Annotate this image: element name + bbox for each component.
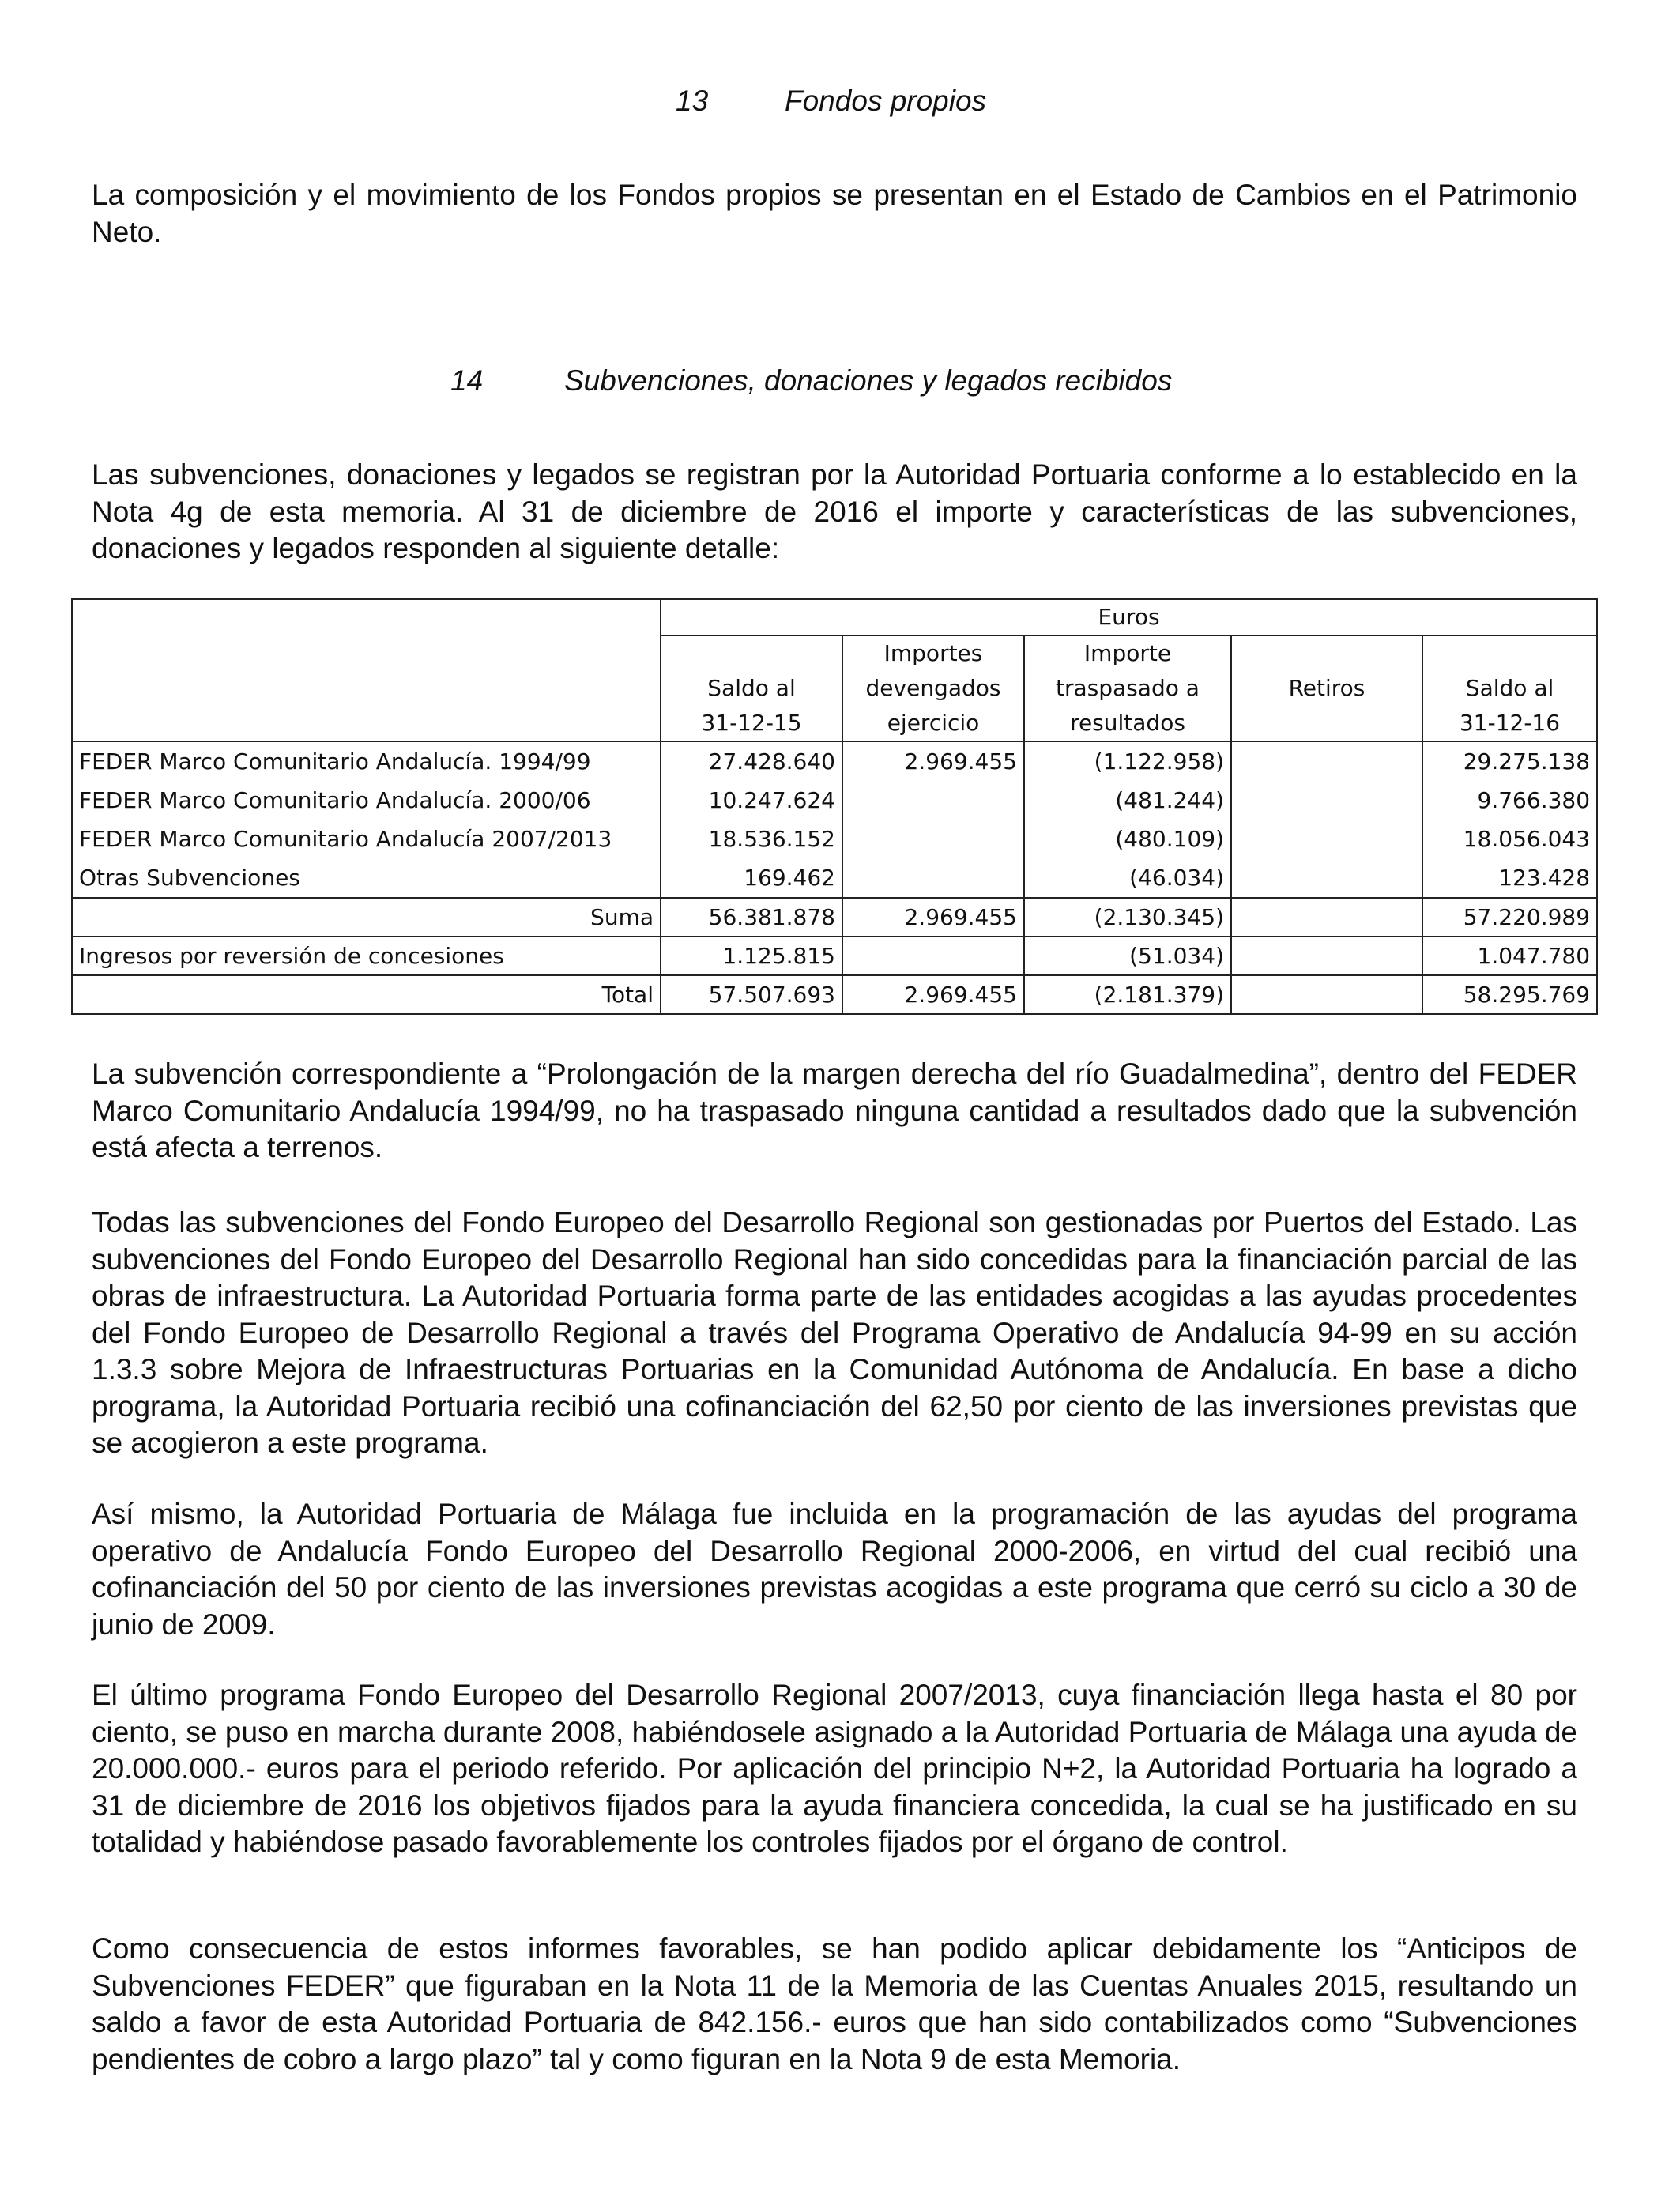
reversion-traspasado: (51.034) bbox=[1024, 937, 1231, 975]
col-header-l1: Importes bbox=[842, 635, 1024, 671]
col-header-l2: Saldo al bbox=[661, 671, 842, 706]
section-13-number: 13 bbox=[676, 85, 709, 117]
suma-label: Suma bbox=[72, 898, 661, 937]
col-header-l3 bbox=[1231, 706, 1422, 741]
cell-retiros bbox=[1231, 781, 1422, 820]
col-header-l3: resultados bbox=[1024, 706, 1231, 741]
col-header-l2: traspasado a bbox=[1024, 671, 1231, 706]
col-header-l1 bbox=[1422, 635, 1597, 671]
col-header-l3: 31-12-16 bbox=[1422, 706, 1597, 741]
header-blank-cell bbox=[72, 599, 661, 741]
suma-devengados: 2.969.455 bbox=[842, 898, 1024, 937]
table-row bbox=[72, 781, 1597, 820]
section-13-title: Fondos propios bbox=[785, 85, 987, 117]
col-header-l3: ejercicio bbox=[842, 706, 1024, 741]
paragraph-guadalmedina: La subvención correspondiente a “Prolongación de la margen derecha del río Guadalmedina”, dentro del FEDER Marco Comunitario Andalucía 1994/99, no ha traspasado ninguna cantidad a resultados dado que la subvención está afecta a terrenos. bbox=[92, 1057, 1577, 1163]
table-row bbox=[72, 858, 1597, 898]
cell-traspasado: (1.122.958) bbox=[1024, 741, 1231, 781]
cell-saldo-15: 10.247.624 bbox=[661, 781, 842, 820]
cell-saldo-16: 29.275.138 bbox=[1422, 741, 1597, 781]
reversion-label: Ingresos por reversión de concesiones bbox=[72, 937, 661, 975]
total-row bbox=[72, 975, 1597, 1014]
reversion-saldo-15: 1.125.815 bbox=[661, 937, 842, 975]
col-header-l2: Retiros bbox=[1231, 671, 1422, 706]
section-14-number: 14 bbox=[450, 364, 484, 397]
section-13-paragraph: La composición y el movimiento de los Fondos propios se presentan en el Estado de Cambios en el Patrimonio Neto. bbox=[92, 179, 1577, 248]
cell-saldo-15: 27.428.640 bbox=[661, 741, 842, 781]
col-header-l2: Saldo al bbox=[1422, 671, 1597, 706]
total-saldo-15: 57.507.693 bbox=[661, 975, 842, 1014]
col-header-l2: devengados bbox=[842, 671, 1024, 706]
cell-saldo-15: 18.536.152 bbox=[661, 820, 842, 858]
currency-header: Euros bbox=[661, 599, 1597, 635]
subvenciones-table bbox=[71, 598, 1598, 1015]
cell-devengados bbox=[842, 820, 1024, 858]
paragraph-feder-2007-2013: El último programa Fondo Europeo del Desarrollo Regional 2007/2013, cuya financiación llega hasta el 80 por ciento, se puso en marcha durante 2008, habiéndosele asignado a la Autoridad Portuaria de Málaga una ayuda de 20.000.000.- euros para el periodo referido. Por aplicación del principio N+2, la Autoridad Portuaria ha logrado a 31 de diciembre de 2016 los objetivos fijados para la ayuda financiera concedida, la cual se ha justificado en su totalidad y habiéndose pasado favorablemente los controles fijados por el órgano de control. bbox=[92, 1679, 1577, 1858]
cell-traspasado: (480.109) bbox=[1024, 820, 1231, 858]
table-row bbox=[72, 820, 1597, 858]
total-retiros bbox=[1231, 975, 1422, 1014]
total-label: Total bbox=[72, 975, 661, 1014]
total-devengados: 2.969.455 bbox=[842, 975, 1024, 1014]
section-14-title: Subvenciones, donaciones y legados recibidos bbox=[564, 364, 1173, 397]
row-label: Otras Subvenciones bbox=[72, 858, 661, 898]
cell-devengados bbox=[842, 781, 1024, 820]
total-traspasado: (2.181.379) bbox=[1024, 975, 1231, 1014]
paragraph-anticipos: Como consecuencia de estos informes favorables, se han podido aplicar debidamente los “Anticipos de Subvenciones FEDER” que figuraban en la Nota 11 de la Memoria de las Cuentas Anuales 2015, resultando un saldo a favor de esta Autoridad Portuaria de 842.156.- euros que han sido contabilizados como “Subvenciones pendientes de cobro a largo plazo” tal y como figuran en la Nota 9 de esta Memoria. bbox=[92, 1932, 1577, 2075]
row-label: FEDER Marco Comunitario Andalucía 2007/2013 bbox=[72, 820, 661, 858]
suma-saldo-16: 57.220.989 bbox=[1422, 898, 1597, 937]
cell-saldo-16: 9.766.380 bbox=[1422, 781, 1597, 820]
cell-saldo-15: 169.462 bbox=[661, 858, 842, 898]
section-14-intro: Las subvenciones, donaciones y legados se registran por la Autoridad Portuaria conforme a lo establecido en la Nota 4g de esta memoria. Al 31 de diciembre de 2016 el importe y características de las subvenciones, donaciones y legados responden al siguiente detalle: bbox=[92, 458, 1577, 564]
cell-retiros bbox=[1231, 820, 1422, 858]
col-header-l1 bbox=[1231, 635, 1422, 671]
col-header-l1 bbox=[661, 635, 842, 671]
suma-row bbox=[72, 898, 1597, 937]
row-label: FEDER Marco Comunitario Andalucía. 2000/06 bbox=[72, 781, 661, 820]
reversion-retiros bbox=[1231, 937, 1422, 975]
suma-saldo-15: 56.381.878 bbox=[661, 898, 842, 937]
cell-saldo-16: 18.056.043 bbox=[1422, 820, 1597, 858]
reversion-row bbox=[72, 937, 1597, 975]
col-header-l1: Importe bbox=[1024, 635, 1231, 671]
cell-devengados bbox=[842, 858, 1024, 898]
total-saldo-16: 58.295.769 bbox=[1422, 975, 1597, 1014]
paragraph-feder-2000-2006: Así mismo, la Autoridad Portuaria de Málaga fue incluida en la programación de las ayudas del programa operativo de Andalucía Fondo Europeo del Desarrollo Regional 2000-2006, en virtud del cual recibió una cofinanciación del 50 por ciento de las inversiones previstas acogidas a este programa que cerró su ciclo a 30 de junio de 2009. bbox=[92, 1498, 1577, 1641]
cell-saldo-16: 123.428 bbox=[1422, 858, 1597, 898]
reversion-devengados bbox=[842, 937, 1024, 975]
reversion-saldo-16: 1.047.780 bbox=[1422, 937, 1597, 975]
header-row-currency bbox=[72, 599, 1597, 635]
col-header-l3: 31-12-15 bbox=[661, 706, 842, 741]
cell-retiros bbox=[1231, 741, 1422, 781]
suma-traspasado: (2.130.345) bbox=[1024, 898, 1231, 937]
cell-devengados: 2.969.455 bbox=[842, 741, 1024, 781]
table-row bbox=[72, 741, 1597, 781]
suma-retiros bbox=[1231, 898, 1422, 937]
row-label: FEDER Marco Comunitario Andalucía. 1994/99 bbox=[72, 741, 661, 781]
cell-traspasado: (481.244) bbox=[1024, 781, 1231, 820]
paragraph-feder-general: Todas las subvenciones del Fondo Europeo del Desarrollo Regional son gestionadas por Puertos del Estado. Las subvenciones del Fondo Europeo del Desarrollo Regional han sido concedidas para la financiación parcial de las obras de infraestructura. La Autoridad Portuaria forma parte de las entidades acogidas a las ayudas procedentes del Fondo Europeo de Desarrollo Regional a través del Programa Operativo de Andalucía 94-99 en su acción 1.3.3 sobre Mejora de Infraestructuras Portuarias en la Comunidad Autónoma de Andalucía. En base a dicho programa, la Autoridad Portuaria recibió una cofinanciación del 62,50 por ciento de las inversiones previstas que se acogieron a este programa. bbox=[92, 1206, 1577, 1459]
cell-traspasado: (46.034) bbox=[1024, 858, 1231, 898]
cell-retiros bbox=[1231, 858, 1422, 898]
